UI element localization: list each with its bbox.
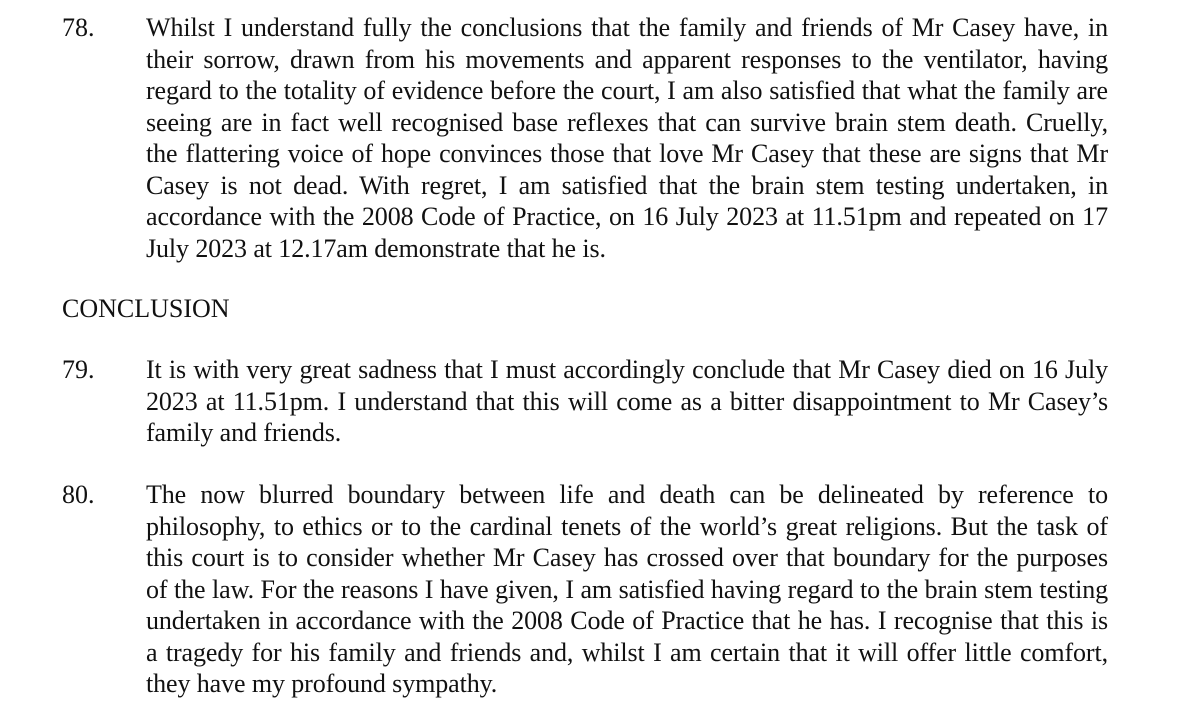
paragraph-text: Whilst I understand fully the conclusions that the family and friends of Mr Casey have, in their sorrow, drawn from his movements and apparent responses to the ventilator, having regard to the totality of evidence before the court, I am also satisfied that what the family are seeing are in fact well recognised base reflexes that can survive brain stem death. Cruelly, the flattering voice of hope convinces those that love Mr Casey that these are signs that Mr Casey is not dead. With regret, I am satisfied that the brain stem testing undertaken, in accordance with the 2008 Code of Practice, on 16 July 2023 at 11.51pm and repeated on 17 July 2023 at 12.17am demonstrate that he is. (146, 13, 1108, 263)
paragraph-80 (62, 479, 1122, 700)
paragraph-text: The now blurred boundary between life and death can be delineated by reference to philosophy, to ethics or to the cardinal tenets of the world’s great religions. But the task of this court is to consider whether Mr Casey has crossed over that boundary for the purposes of the law. For the reasons I have given, I am satisfied having regard to the brain stem testing undertaken in accordance with the 2008 Code of Practice that he has. I recognise that this is a tragedy for his family and friends and, whilst I am certain that it will offer little comfort, they have my profound sympathy. (146, 480, 1108, 698)
paragraph-number: 79. (62, 355, 95, 384)
section-heading: CONCLUSION (62, 294, 230, 323)
paragraph-78 (62, 12, 1122, 264)
paragraph-number: 78. (62, 13, 95, 42)
paragraph-79 (62, 354, 1122, 449)
paragraph-number: 80. (62, 480, 95, 509)
paragraph-text: It is with very great sadness that I must accordingly conclude that Mr Casey died on 16 July 2023 at 11.51pm. I understand that this will come as a bitter disappointment to Mr Casey’s family and friends. (146, 355, 1108, 447)
